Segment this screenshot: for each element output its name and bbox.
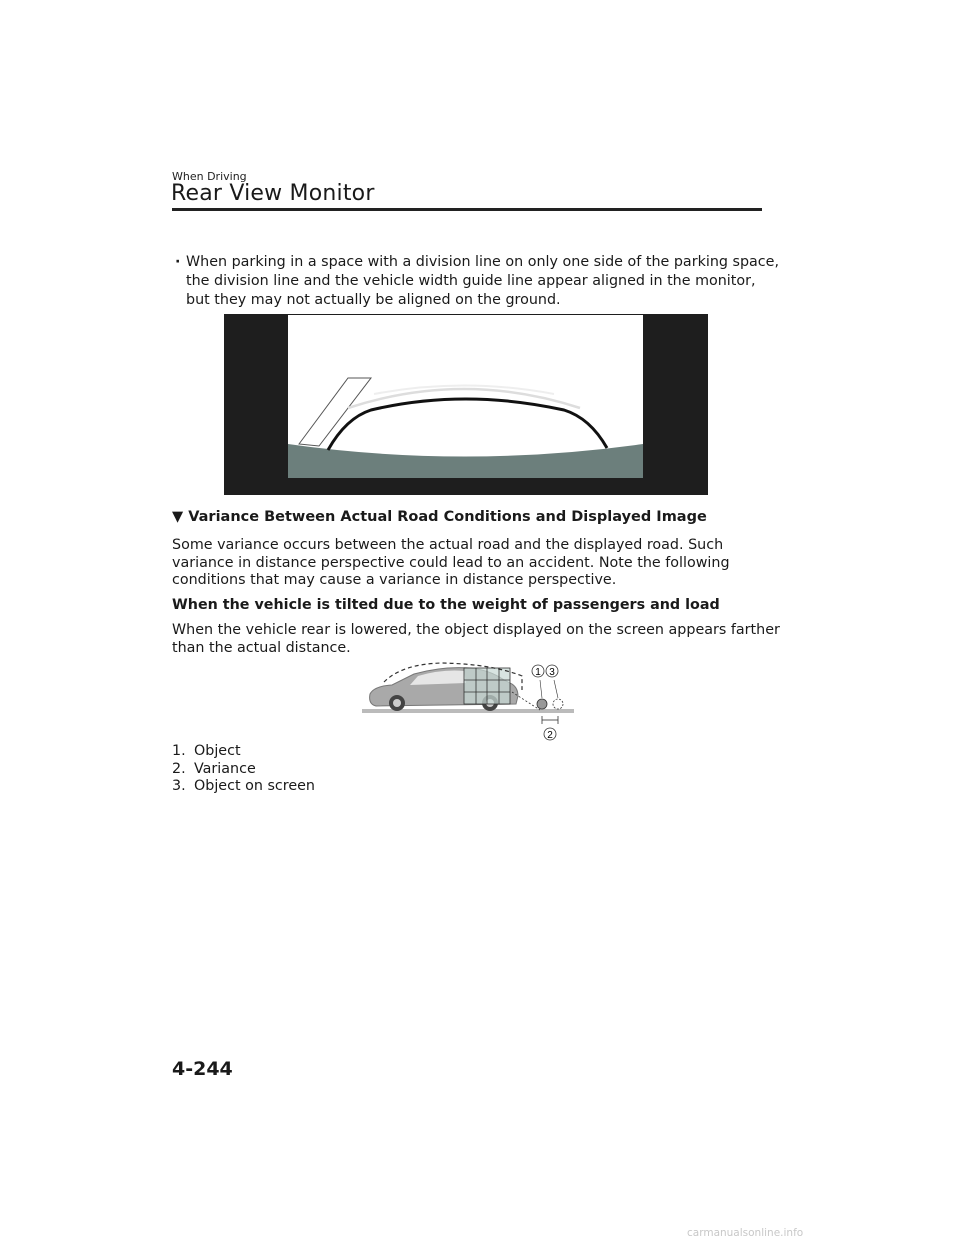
legend-number: 1. — [172, 743, 186, 759]
section-heading: ▼ Variance Between Actual Road Conditions and Displayed Image — [172, 509, 707, 525]
paragraph — [172, 537, 772, 590]
bullet-line: the division line and the vehicle width guide line appear aligned in the monitor, — [186, 273, 756, 289]
legend-label: Variance — [194, 760, 256, 777]
legend-number: 3. — [172, 778, 186, 794]
paragraph-line: conditions that may cause a variance in distance perspective. — [172, 572, 617, 588]
paragraph — [172, 622, 780, 657]
callout-3: 3 — [549, 667, 555, 678]
vehicle-tilt-diagram — [362, 658, 574, 744]
callout-1: 1 — [535, 667, 541, 678]
page-title: Rear View Monitor — [171, 181, 375, 206]
object-marker — [537, 699, 547, 709]
callout-2: 2 — [547, 730, 553, 741]
diagram-legend — [172, 743, 315, 796]
legend-item — [172, 743, 315, 761]
watermark: carmanualsonline.info — [687, 1227, 804, 1239]
paragraph-line: than the actual distance. — [172, 639, 351, 656]
bullet-line: but they may not actually be aligned on the ground. — [186, 292, 561, 308]
bullet-dot: · — [175, 254, 181, 270]
paragraph-line: When the vehicle rear is lowered, the object displayed on the screen appears farther — [172, 622, 780, 638]
section-label: When Driving — [172, 170, 247, 183]
paragraph-line: Some variance occurs between the actual road and the displayed road. Such — [172, 537, 724, 553]
bullet-line — [175, 253, 779, 272]
legend-item — [172, 778, 315, 796]
legend-number: 2. — [172, 760, 186, 777]
paragraph-line: variance in distance perspective could lead to an accident. Note the following — [172, 554, 730, 571]
rear-view-monitor-illustration — [224, 314, 708, 495]
page-number: 4-244 — [172, 1058, 233, 1080]
legend-item — [172, 761, 315, 779]
legend-label: Object on screen — [194, 778, 315, 794]
bullet-text: When parking in a space with a division line on only one side of the parking space, — [186, 254, 779, 270]
camera-grid — [464, 668, 510, 704]
bullet-note — [175, 253, 779, 310]
title-rule — [172, 208, 762, 211]
legend-label: Object — [194, 743, 241, 759]
object-on-screen-marker — [553, 699, 563, 709]
subheading: When the vehicle is tilted due to the weight of passengers and load — [172, 597, 720, 613]
